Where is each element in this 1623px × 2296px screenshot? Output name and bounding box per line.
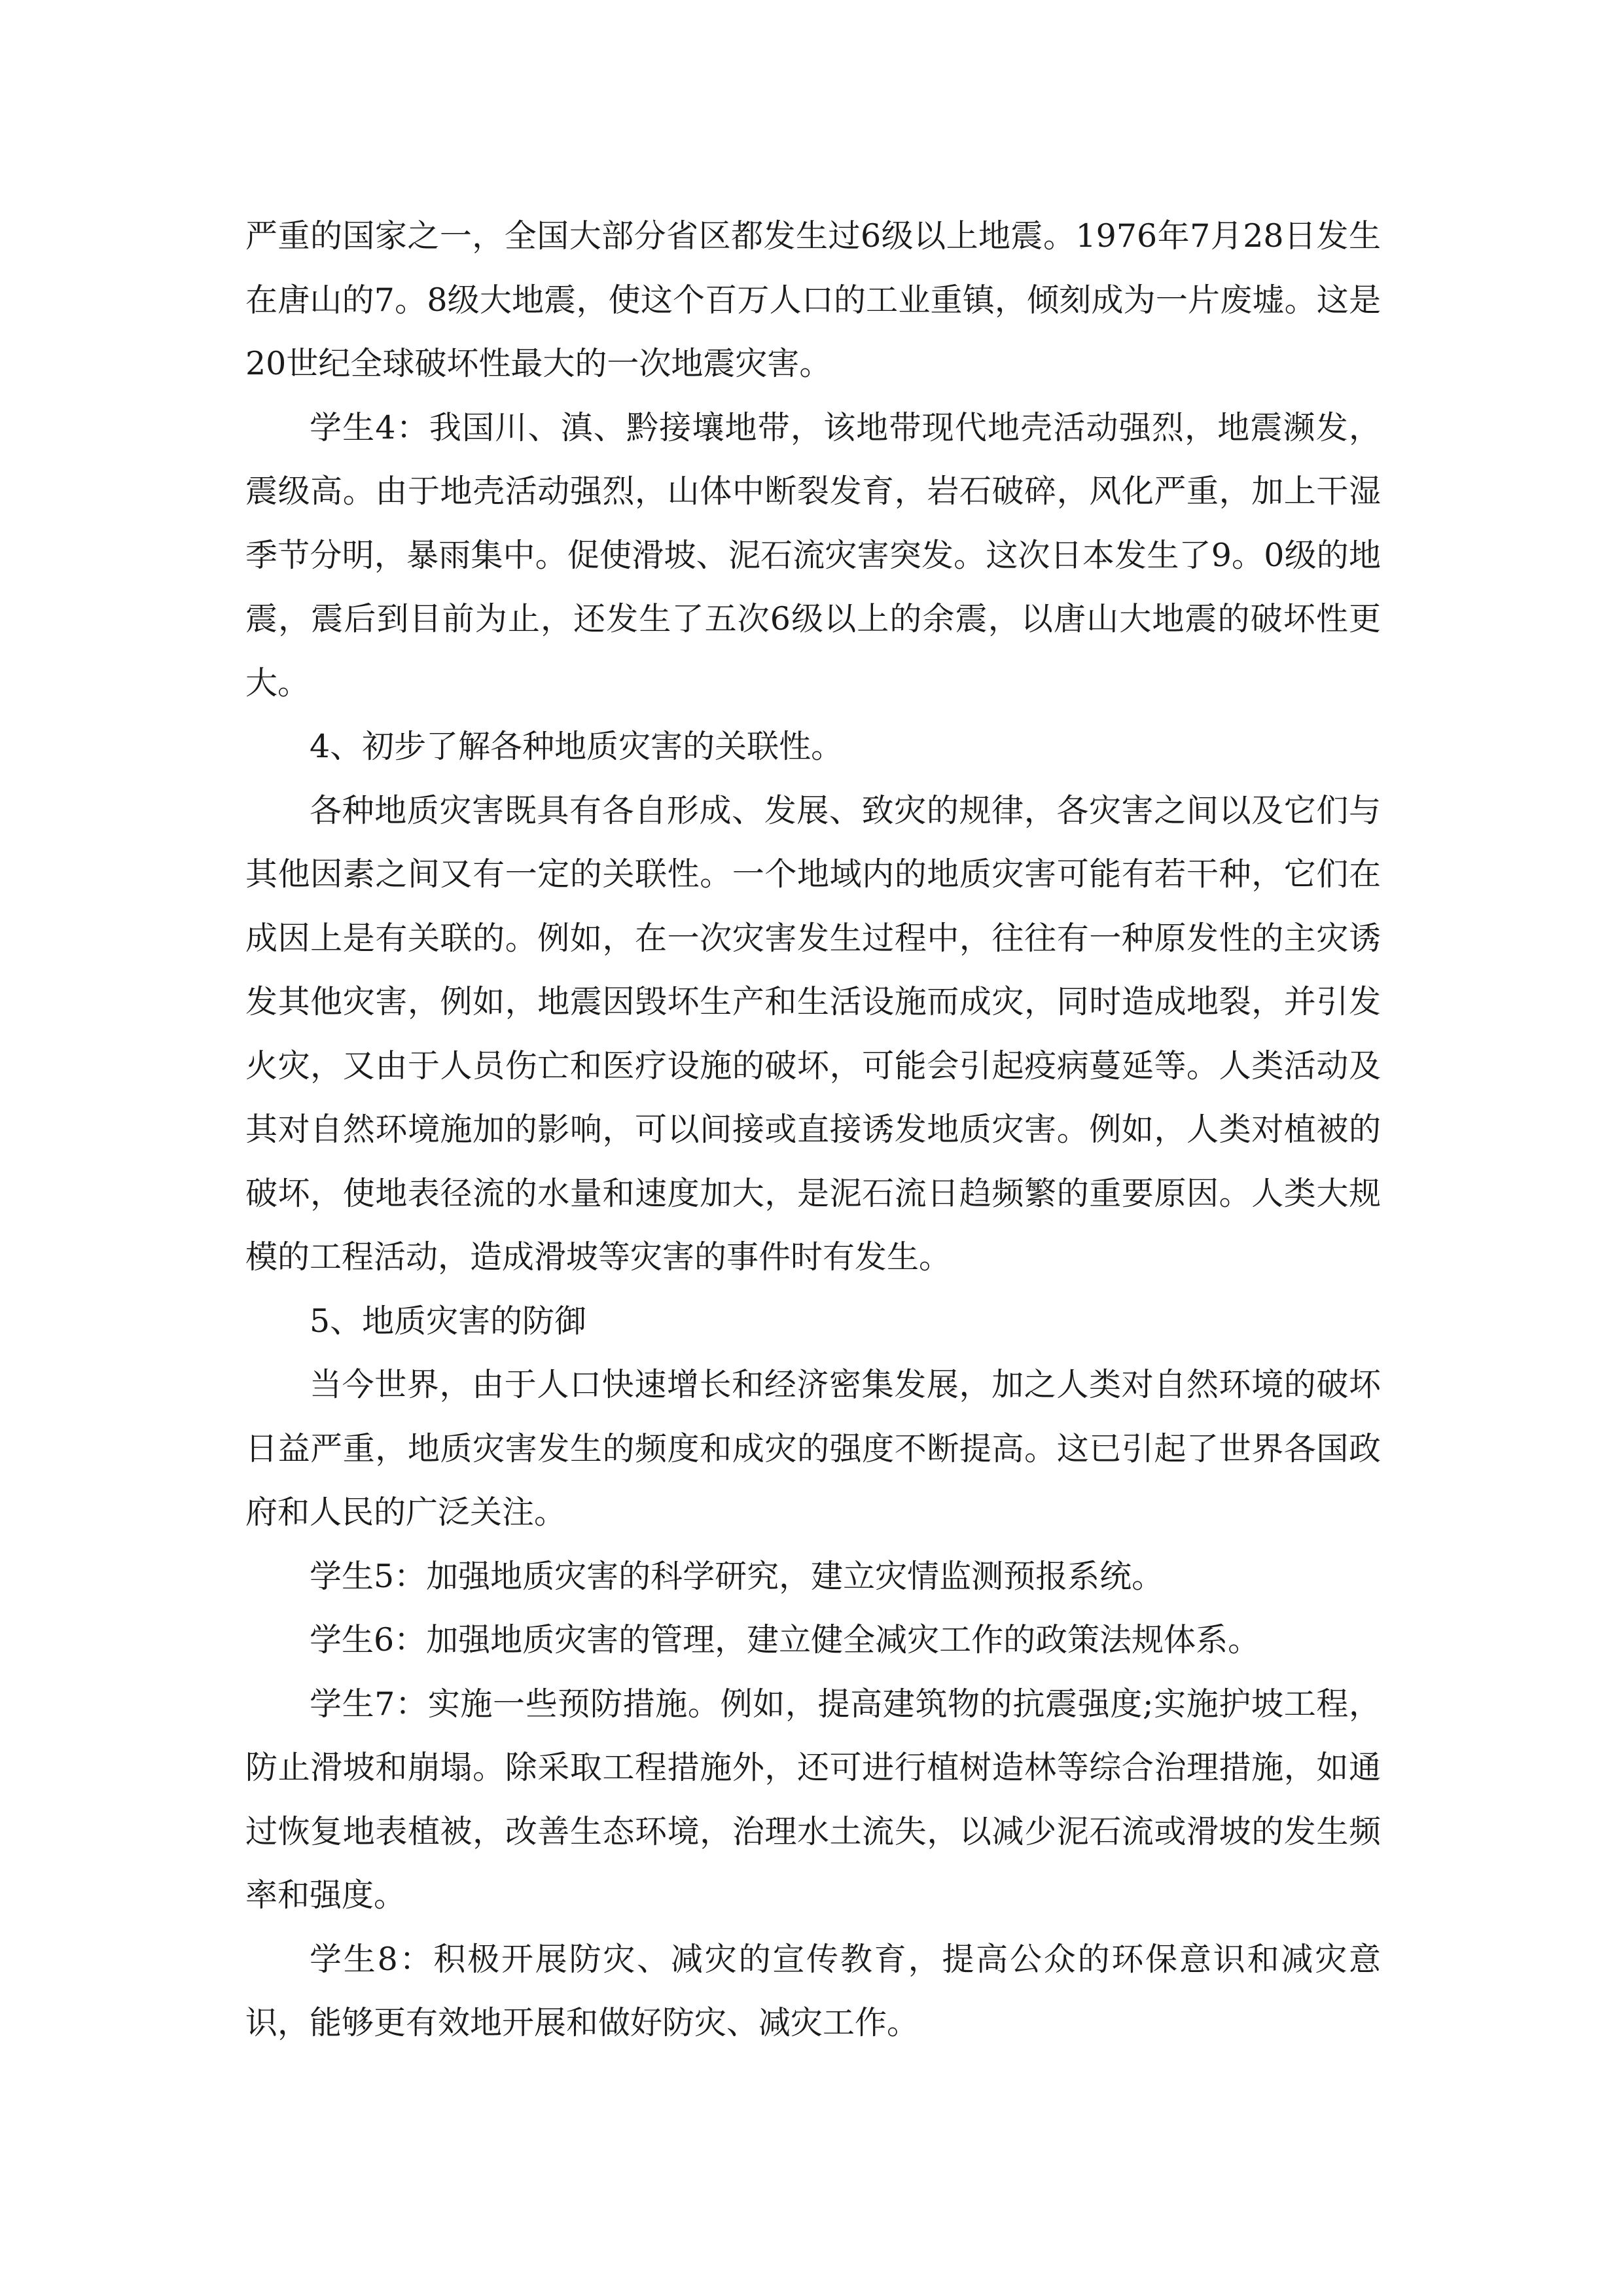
- paragraph-student-7: 学生7：实施一些预防措施。例如，提高建筑物的抗震强度;实施护坡工程，防止滑坡和崩塌。除采取工程措施外，还可进行植树造林等综合治理措施，如通过恢复地表植被，改善生态环境，治理水土流失，以减少泥石流或滑坡的发生频率和强度。: [245, 1685, 1381, 1914]
- paragraph-world-situation: 当今世界，由于人口快速增长和经济密集发展，加之人类对自然环境的破坏日益严重，地质灾害发生的频度和成灾的强度不断提高。这已引起了世界各国政府和人民的广泛关注。: [245, 1366, 1381, 1531]
- paragraph-disaster-relations: 各种地质灾害既具有各自形成、发展、致灾的规律，各灾害之间以及它们与其他因素之间又有一定的关联性。一个地域内的地质灾害可能有若干种，它们在成因上是有关联的。例如，在一次灾害发生过程中，往往有一种原发性的主灾诱发其他灾害，例如，地震因毁坏生产和生活设施而成灾，同时造成地裂，并引发火灾，又由于人员伤亡和医疗设施的破坏，可能会引起疫病蔓延等。人类活动及其对自然环境施加的影响，可以间接或直接诱发地质灾害。例如，人类对植被的破坏，使地表径流的水量和速度加大，是泥石流日趋频繁的重要原因。人类大规模的工程活动，造成滑坡等灾害的事件时有发生。: [245, 791, 1381, 1276]
- paragraph-continuation: 严重的国家之一，全国大部分省区都发生过6级以上地震。1976年7月28日发生在唐山的7。8级大地震，使这个百万人口的工业重镇，倾刻成为一片废墟。这是20世纪全球破坏性最大的一次地震灾害。: [245, 217, 1381, 382]
- paragraph-student-5: 学生5：加强地质灾害的科学研究，建立灾情监测预报系统。: [310, 1557, 1164, 1595]
- paragraph-student-4: 学生4：我国川、滇、黔接壤地带，该地带现代地壳活动强烈，地震濒发，震级高。由于地壳活动强烈，山体中断裂发育，岩石破碎，风化严重，加上干湿季节分明，暴雨集中。促使滑坡、泥石流灾害突发。这次日本发生了9。0级的地震，震后到目前为止，还发生了五次6级以上的余震，以唐山大地震的破坏性更大。: [245, 408, 1381, 702]
- paragraph-student-8: 学生8：积极开展防灾、减灾的宣传教育，提高公众的环保意识和减灾意识，能够更有效地开展和做好防灾、减灾工作。: [245, 1940, 1381, 2041]
- document-page: [245, 204, 1381, 2055]
- paragraph-student-6: 学生6：加强地质灾害的管理，建立健全减灾工作的政策法规体系。: [310, 1621, 1260, 1659]
- section-heading-4: 4、初步了解各种地质灾害的关联性。: [310, 728, 844, 765]
- section-heading-5: 5、地质灾害的防御: [310, 1302, 587, 1340]
